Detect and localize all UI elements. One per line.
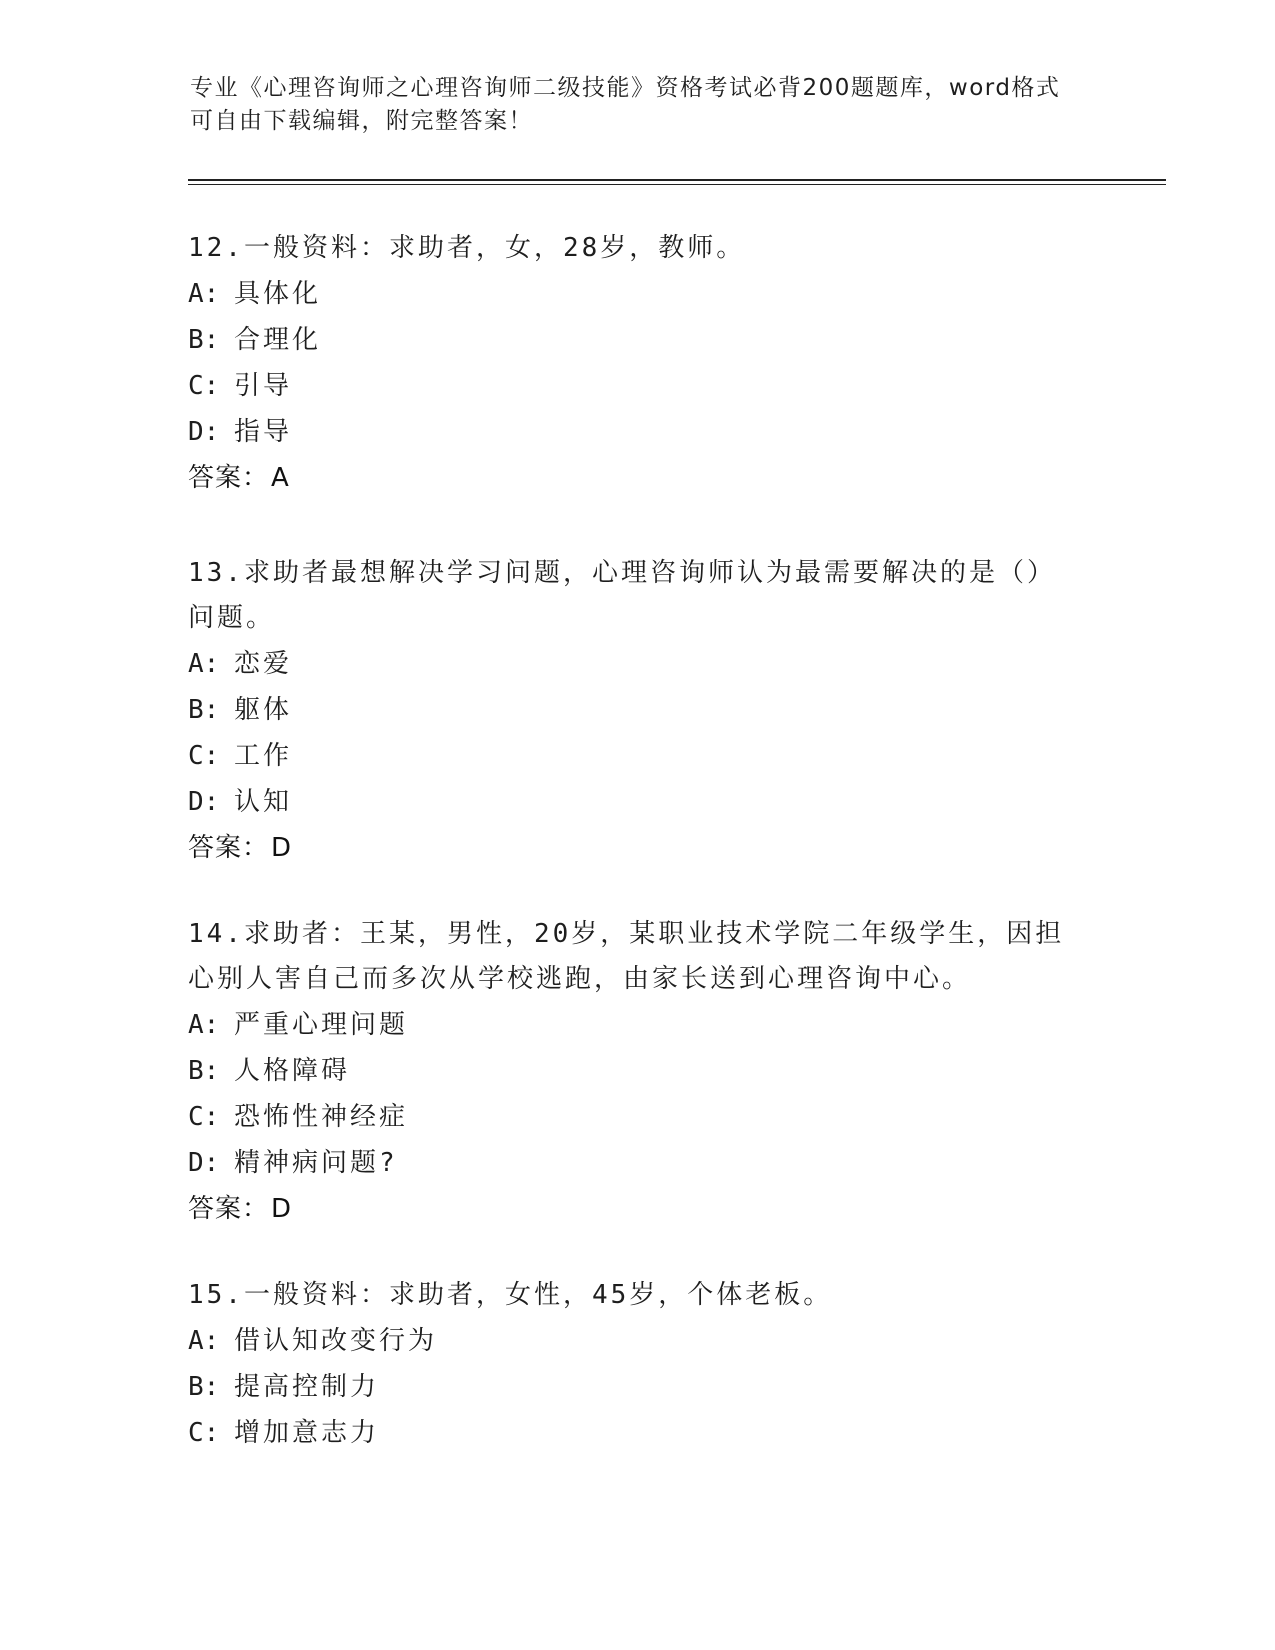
- option-letter: D:: [188, 787, 220, 817]
- answer-value: D: [271, 833, 293, 863]
- option-c: [188, 1410, 1088, 1456]
- question-stem: 12.一般资料：求助者，女，28岁，教师。: [188, 233, 746, 263]
- option-text: 提高控制力: [234, 1372, 380, 1402]
- option-letter: D:: [188, 1148, 220, 1178]
- option-letter: C:: [188, 371, 220, 401]
- header-line-2: 可自由下载编辑，附完整答案！: [190, 108, 533, 134]
- option-text: 具体化: [234, 279, 322, 309]
- header-line-1: 专业《心理咨询师之心理咨询师二级技能》资格考试必背200题题库，word格式: [190, 75, 1061, 101]
- option-d: [188, 1140, 1088, 1186]
- option-letter: A:: [188, 1010, 220, 1040]
- answer: [188, 1186, 1088, 1232]
- option-b: [188, 687, 1088, 733]
- option-letter: B:: [188, 1372, 220, 1402]
- question-stem: 13.求助者最想解决学习问题，心理咨询师认为最需要解决的是（）问题。: [188, 558, 1056, 633]
- option-text: 恐怖性神经症: [234, 1102, 409, 1132]
- question-12: [188, 226, 1088, 501]
- option-letter: B:: [188, 695, 220, 725]
- option-text: 恋爱: [234, 649, 293, 679]
- option-text: 引导: [234, 371, 293, 401]
- question-stem: 15.一般资料：求助者，女性，45岁，个体老板。: [188, 1280, 833, 1310]
- answer-label: 答案：: [188, 463, 270, 493]
- option-text: 认知: [234, 787, 293, 817]
- answer-value: D: [271, 1194, 293, 1224]
- answer-label: 答案：: [188, 1194, 270, 1224]
- option-c: [188, 1094, 1088, 1140]
- answer: [188, 455, 1088, 501]
- question-stem: 14.求助者：王某，男性，20岁，某职业技术学院二年级学生，因担心别人害自己而多次从学校逃跑，由家长送到心理咨询中心。: [188, 919, 1065, 994]
- option-d: [188, 779, 1088, 825]
- document-header: [190, 72, 1090, 138]
- answer-value: A: [271, 463, 290, 493]
- header-divider: [188, 179, 1166, 185]
- question-15: [188, 1273, 1088, 1456]
- question-13: [188, 551, 1088, 871]
- answer-label: 答案：: [188, 833, 270, 863]
- option-c: [188, 363, 1088, 409]
- option-text: 人格障碍: [234, 1056, 351, 1086]
- option-letter: A:: [188, 279, 220, 309]
- option-letter: B:: [188, 1056, 220, 1086]
- option-text: 借认知改变行为: [234, 1326, 438, 1356]
- option-text: 工作: [234, 741, 293, 771]
- option-text: 躯体: [234, 695, 293, 725]
- option-letter: A:: [188, 649, 220, 679]
- option-b: [188, 1048, 1088, 1094]
- option-b: [188, 1364, 1088, 1410]
- option-a: [188, 271, 1088, 317]
- option-a: [188, 641, 1088, 687]
- question-14: [188, 912, 1088, 1232]
- option-text: 合理化: [234, 325, 322, 355]
- option-text: 增加意志力: [234, 1418, 380, 1448]
- option-c: [188, 733, 1088, 779]
- option-letter: C:: [188, 741, 220, 771]
- option-letter: A:: [188, 1326, 220, 1356]
- option-text: 指导: [234, 417, 293, 447]
- option-letter: B:: [188, 325, 220, 355]
- option-a: [188, 1318, 1088, 1364]
- option-b: [188, 317, 1088, 363]
- option-d: [188, 409, 1088, 455]
- option-a: [188, 1002, 1088, 1048]
- option-text: 严重心理问题: [234, 1010, 409, 1040]
- option-text: 精神病问题?: [234, 1148, 398, 1178]
- option-letter: C:: [188, 1102, 220, 1132]
- option-letter: D:: [188, 417, 220, 447]
- answer: [188, 825, 1088, 871]
- option-letter: C:: [188, 1418, 220, 1448]
